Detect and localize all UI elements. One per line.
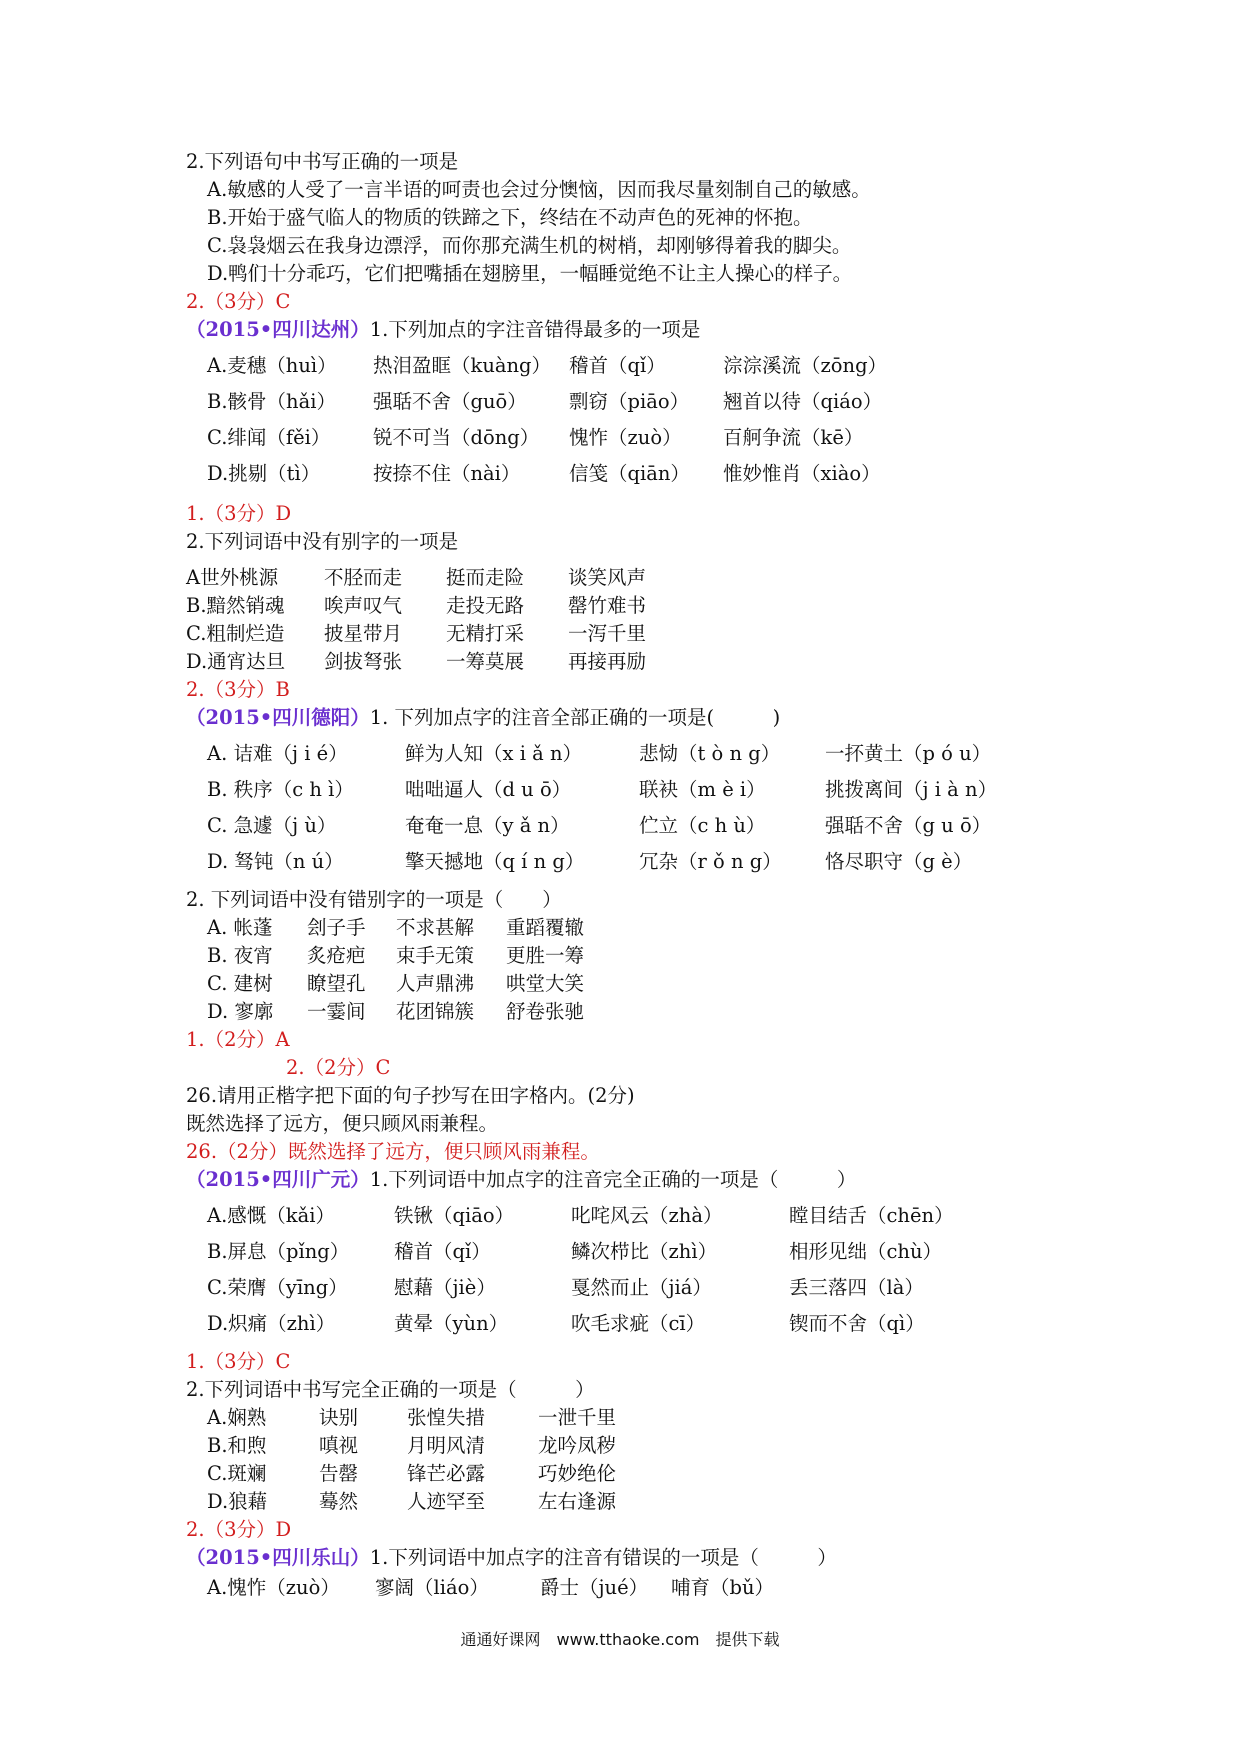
answer: 2.（3分）C bbox=[186, 290, 291, 313]
option-b: B.开始于盛气临人的物质的铁蹄之下，终结在不动声色的死神的怀抱。 bbox=[207, 206, 813, 229]
answer: 2.（2分）C bbox=[286, 1056, 391, 1079]
option-row: A.感慨（kǎi） 铁锹（qiāo） 叱咤风云（zhà） 瞠目结舌（chēn） bbox=[207, 1204, 954, 1227]
answer: 1.（3分）C bbox=[186, 1350, 291, 1373]
option-row: B.和煦 嗔视 月明风清 龙吟凤秽 bbox=[207, 1434, 617, 1457]
option-row: D.通宵达旦 剑拔弩张 一筹莫展 再接再励 bbox=[186, 650, 647, 673]
answer: 2.（3分）B bbox=[186, 678, 290, 701]
option-row: C.粗制烂造 披星带月 无精打采 一泻千里 bbox=[186, 622, 647, 645]
question-text: 1. 下列加点字的注音全部正确的一项是( ) bbox=[369, 706, 781, 729]
source-tag: （2015•四川德阳） bbox=[186, 706, 370, 729]
question-text: 1.下列词语中加点字的注音完全正确的一项是（ ） bbox=[369, 1168, 857, 1191]
option-row: B.黯然销魂 唉声叹气 走投无路 罄竹难书 bbox=[186, 594, 647, 617]
copy-sentence: 既然选择了远方，便只顾风雨兼程。 bbox=[186, 1112, 499, 1135]
option-row: B. 秩序（c h ì） 咄咄逼人（d u ō） 联袂（m è i） 挑拨离间（j i à n） bbox=[207, 778, 998, 801]
option-row: A.愧怍（zuò） 寥阔（liáo） 爵士（jué） 哺育（bǔ） bbox=[207, 1576, 775, 1599]
option-row: A.麦穗（huì） 热泪盈眶（kuàng） 稽首（qǐ） 淙淙溪流（zōng） bbox=[207, 354, 888, 377]
option-c: C.袅袅烟云在我身边漂浮，而你那充满生机的树梢，却刚够得着我的脚尖。 bbox=[207, 234, 852, 257]
answer: 26.（2分）既然选择了远方，便只顾风雨兼程。 bbox=[186, 1140, 600, 1163]
question-text: 2. 下列词语中没有错别字的一项是（ ） bbox=[186, 888, 562, 911]
option-row: A. 诘难（j i é） 鲜为人知（x i ǎ n） 悲恸（t ò n g） 一抔黄土（p ó u） bbox=[207, 742, 992, 765]
option-row: C. 急遽（j ù） 奄奄一息（y ǎ n） 伫立（c h ù） 强聒不舍（g u ō） bbox=[207, 814, 992, 837]
option-row: B.骸骨（hǎi） 强聒不舍（guō） 剽窃（piāo） 翘首以待（qiáo） bbox=[207, 390, 883, 413]
option-row: C. 建树 瞭望孔 人声鼎沸 哄堂大笑 bbox=[207, 972, 585, 995]
option-row: A. 帐蓬 刽子手 不求甚解 重蹈覆辙 bbox=[207, 916, 585, 939]
question-text: 26.请用正楷字把下面的句子抄写在田字格内。(2分) bbox=[186, 1084, 635, 1107]
option-row: C.绯闻（fěi） 锐不可当（dōng） 愧怍（zuò） 百舸争流（kē） bbox=[207, 426, 864, 449]
option-row: B. 夜宵 炙疮疤 束手无策 更胜一筹 bbox=[207, 944, 585, 967]
source-tag: （2015•四川广元） bbox=[186, 1168, 370, 1191]
option-a: A.敏感的人受了一言半语的呵责也会过分懊恼，因而我尽量刻制自己的敏感。 bbox=[207, 178, 871, 201]
option-row: B.屏息（pǐng） 稽首（qǐ） 鳞次栉比（zhì） 相形见绌（chù） bbox=[207, 1240, 943, 1263]
question-text: 2.下列语句中书写正确的一项是 bbox=[186, 150, 459, 173]
option-row: A.娴熟 诀别 张惶失措 一泄千里 bbox=[207, 1406, 617, 1429]
option-d: D.鸭们十分乖巧，它们把嘴插在翅膀里，一幅睡觉绝不让主人操心的样子。 bbox=[207, 262, 853, 285]
option-row: A世外桃源 不胫而走 挺而走险 谈笑风声 bbox=[186, 566, 647, 589]
option-row: C.荣膺（yīng） 慰藉（jiè） 戛然而止（jiá） 丢三落四（là） bbox=[207, 1276, 924, 1299]
source-question-line bbox=[186, 316, 700, 344]
option-row: C.斑斓 告罄 锋芒必露 巧妙绝伦 bbox=[207, 1462, 617, 1485]
answer: 1.（2分）A bbox=[186, 1028, 290, 1051]
question-text: 1.下列词语中加点字的注音有错误的一项是（ ） bbox=[369, 1546, 837, 1569]
answer: 2.（3分）D bbox=[186, 1518, 292, 1541]
option-row: D.炽痛（zhì） 黄晕（yùn） 吹毛求疵（cī） 锲而不舍（qì） bbox=[207, 1312, 925, 1335]
source-question-line bbox=[186, 1166, 856, 1194]
source-question-line bbox=[186, 1544, 837, 1572]
footer-source: 通通好课网 www.tthaoke.com 提供下载 bbox=[460, 1630, 780, 1649]
source-question-line bbox=[186, 704, 780, 732]
option-row: D. 驽钝（n ú） 擎天撼地（q í n g） 冗杂（r ǒ n g） 恪尽职守（g è） bbox=[207, 850, 973, 873]
source-tag: （2015•四川达州） bbox=[186, 318, 370, 341]
option-row: D.狼藉 蓦然 人迹罕至 左右逢源 bbox=[207, 1490, 617, 1513]
source-tag: （2015•四川乐山） bbox=[186, 1546, 370, 1569]
question-text: 1.下列加点的字注音错得最多的一项是 bbox=[369, 318, 701, 341]
question-text: 2.下列词语中书写完全正确的一项是（ ） bbox=[186, 1378, 595, 1401]
option-row: D.挑剔（tì） 按捺不住（nài） 信笺（qiān） 惟妙惟肖（xiào） bbox=[207, 462, 881, 485]
answer: 1.（3分）D bbox=[186, 502, 292, 525]
question-text: 2.下列词语中没有别字的一项是 bbox=[186, 530, 459, 553]
option-row: D. 寥廓 一霎间 花团锦簇 舒卷张驰 bbox=[207, 1000, 585, 1023]
